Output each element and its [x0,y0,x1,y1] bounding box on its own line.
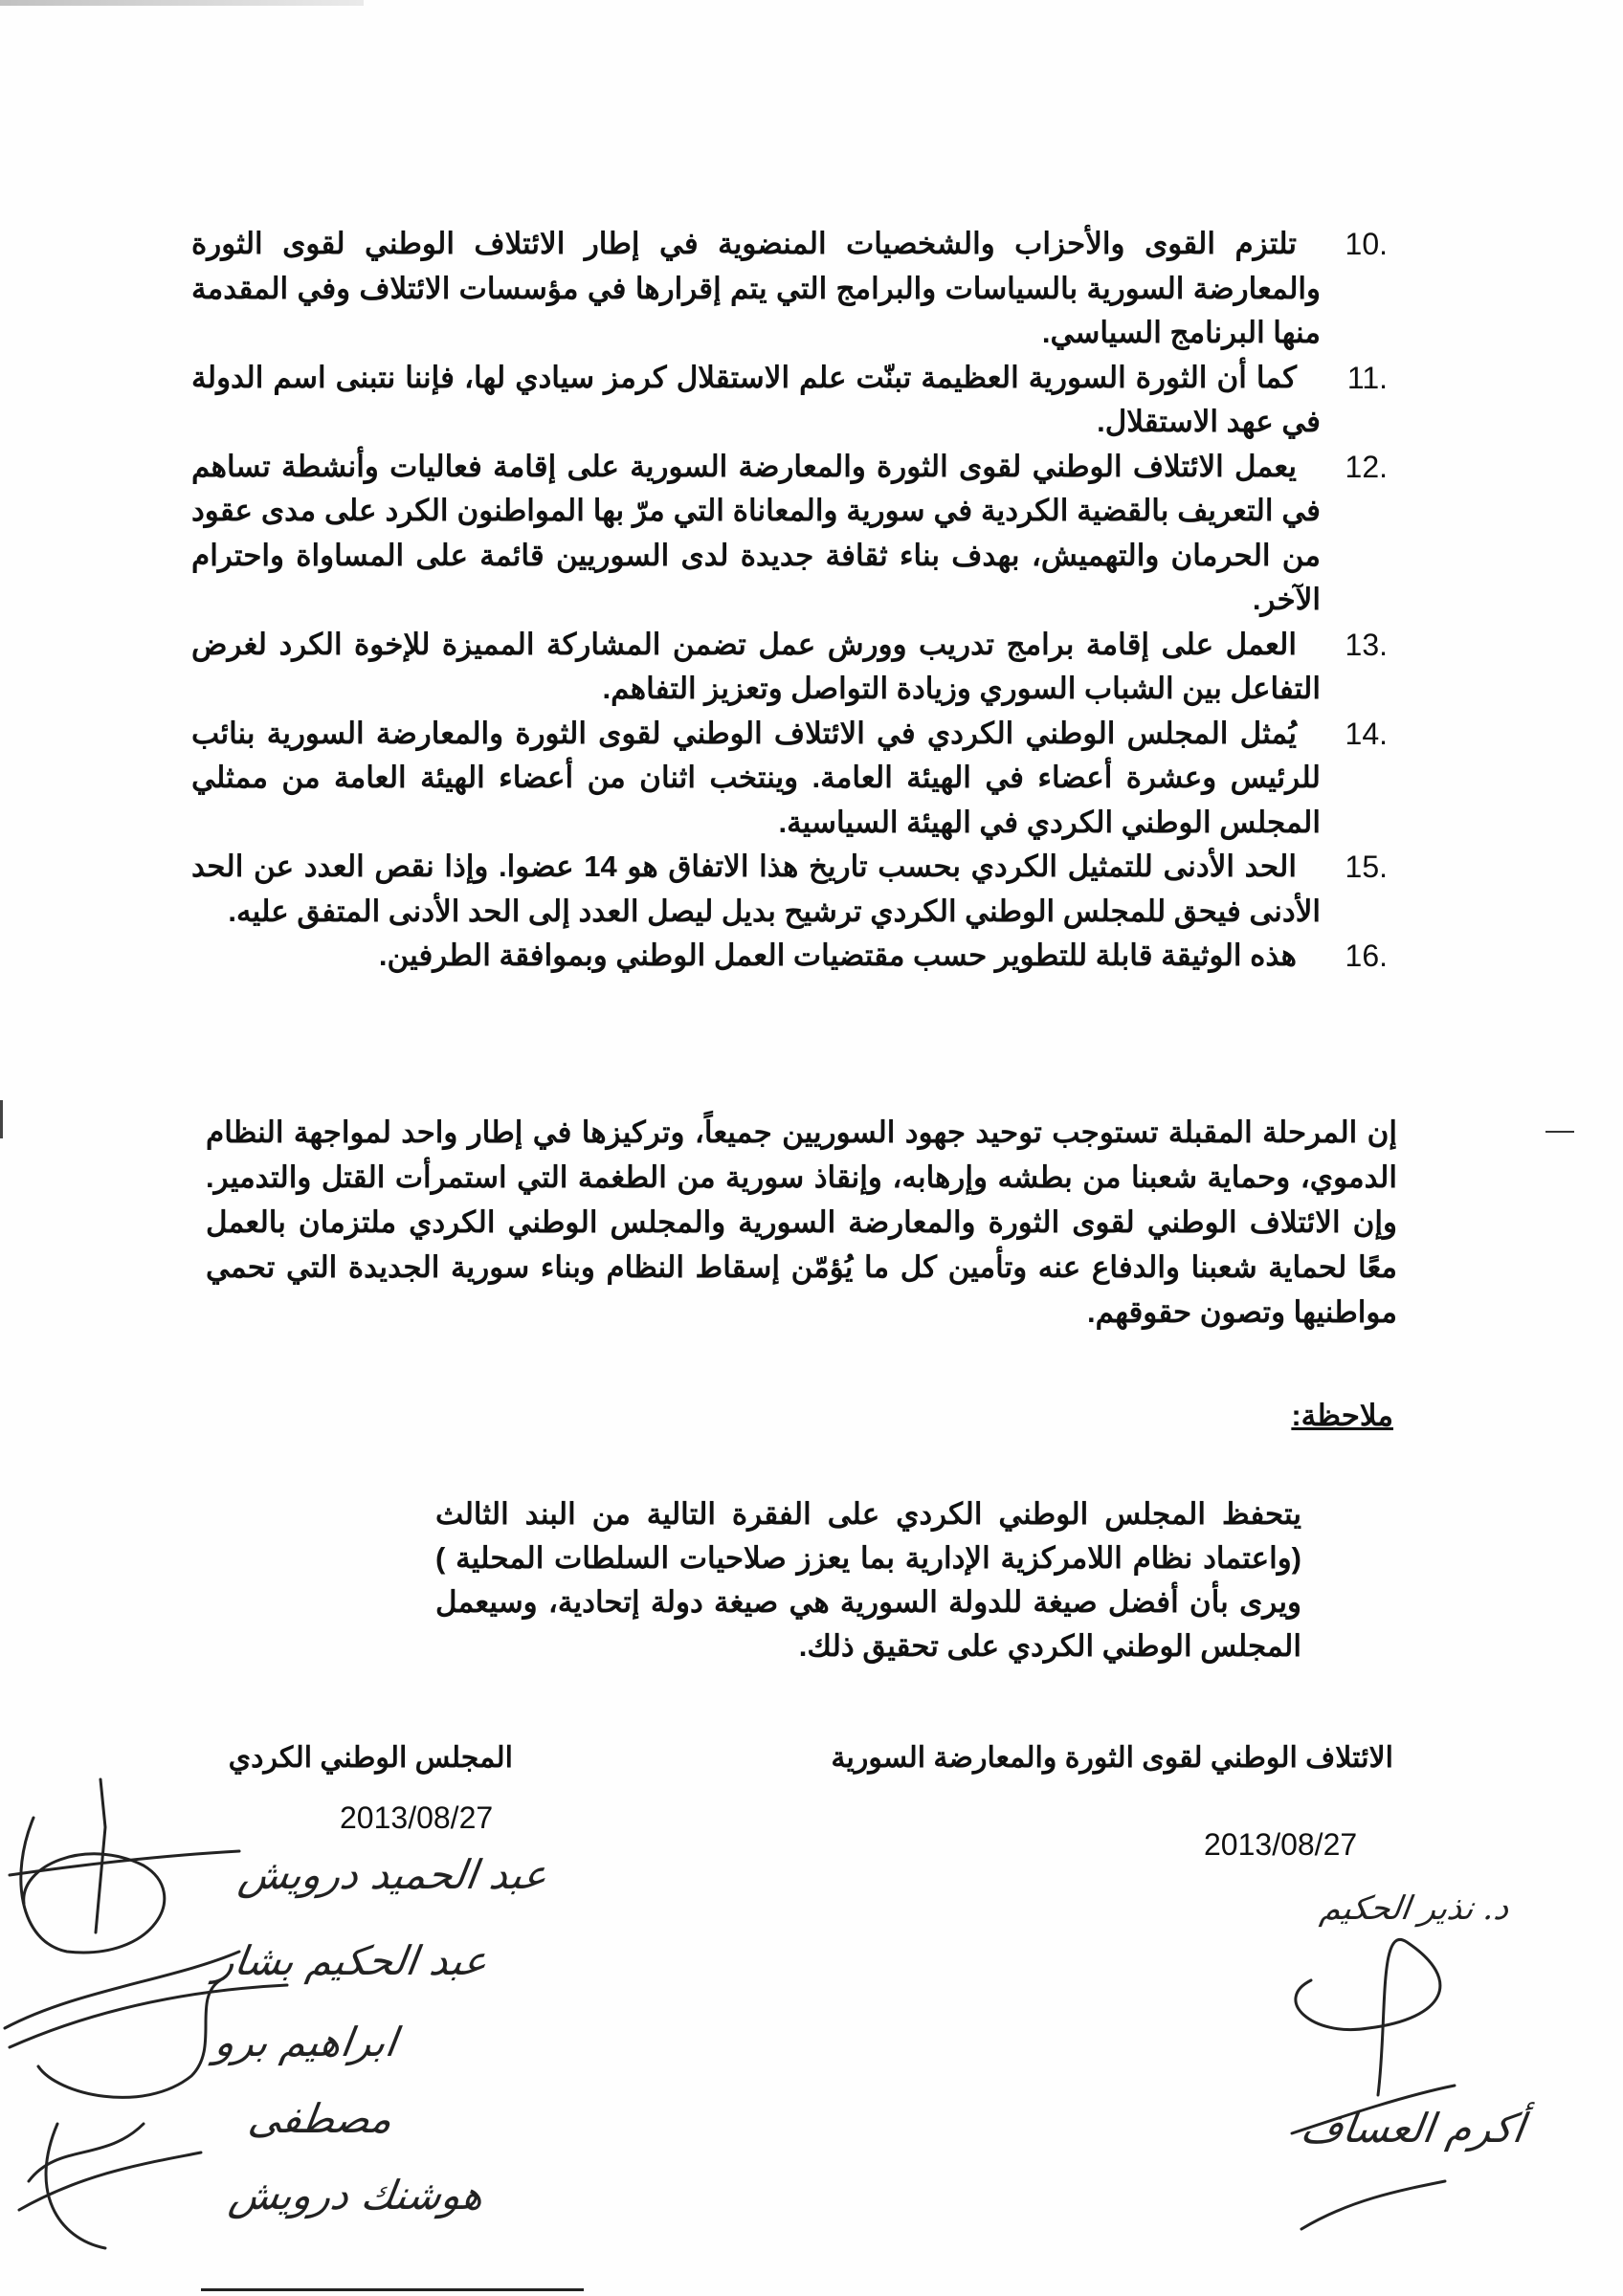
scan-mark [1545,1131,1574,1133]
handwritten-name: د. نذير الحكيم [1318,1889,1512,1928]
item-text: هذه الوثيقة قابلة للتطوير حسب مقتضيات العمل الوطني وبموافقة الطرفين. [378,938,1297,972]
scan-mark [0,0,364,6]
numbered-items [191,222,1388,979]
list-item [191,845,1388,934]
closing-paragraph: إن المرحلة المقبلة تستوجب توحيد جهود السوريين جميعاً، وتركيزها في إطار واحد لمواجهة النظام الدموي، وحماية شعبنا من بطشه وإرهابه، وإنقاذ سورية من الطغمة التي استمرأت القتل والتدمير. وإن الائتلاف الوطني لقوى الثورة والمعارضة السورية والمجلس الوطني الكردي ملتزمان بالعمل معًا لحماية شعبنا والدفاع عنه وتأمين كل ما يُؤمّن إسقاط النظام وبناء سورية الجديدة التي تحمي مواطنيها وتصون حقوقهم. [206,1115,1398,1329]
left-party-name: المجلس الوطني الكردي [228,1742,513,1774]
item-text: كما أن الثورة السورية العظيمة تبنّت علم الاستقلال كرمز سيادي لها، فإننا نتبنى اسم الدولة في عهد الاستقلال. [191,360,1321,438]
item-number: 12. [1345,449,1388,484]
left-date: 2013/08/27 [340,1800,494,1835]
note-heading: ملاحظة: [1291,1399,1393,1432]
item-number: 14. [1345,716,1388,751]
list-item [191,445,1388,623]
item-number: 15. [1345,850,1388,884]
item-text: تلتزم القوى والأحزاب والشخصيات المنضوية في إطار الائتلاف الوطني لقوى الثورة والمعارضة السورية بالسياسات والبرامج التي يتم إقرارها في مؤسسات الائتلاف وفي المقدمة منها البرنامج السياسي. [191,227,1321,349]
handwritten-name: أكرم العساف [1298,2105,1528,2152]
item-text: الحد الأدنى للتمثيل الكردي بحسب تاريخ هذا الاتفاق هو 14 عضوا. وإذا نقص العدد عن الحد الأدنى فيحق للمجلس الوطني الكردي ترشيح بديل ليصل العدد إلى الحد الأدنى المتفق عليه. [191,850,1321,928]
note-text: يتحفظ المجلس الوطني الكردي على الفقرة التالية من البند الثالث (واعتماد نظام اللامركزية الإدارية بما يعزز صلاحيات السلطات المحلية ) ويرى بأن أفضل صيغة للدولة السورية هي صيغة دولة إتحادية، وسيعمل المجلس الوطني الكردي على تحقيق ذلك. [435,1497,1301,1663]
right-date: 2013/08/27 [1204,1827,1358,1862]
item-number: 13. [1345,627,1388,662]
item-number: 10. [1345,227,1388,261]
list-item [191,623,1388,712]
list-item [191,712,1388,846]
item-text: يُمثل المجلس الوطني الكردي في الائتلاف الوطني لقوى الثورة والمعارضة السورية بنائب للرئيس وعشرة أعضاء في الهيئة العامة. وينتخب اثنان من أعضاء الهيئة العامة من ممثلي المجلس الوطني الكردي في الهيئة السياسية. [191,716,1321,839]
handwritten-name: عبد الحكيم بشار [211,1937,491,1984]
list-item [191,934,1388,979]
item-number: 16. [1345,938,1388,973]
handwritten-name: عبد الحميد درويش [235,1851,551,1898]
handwritten-name: مصطفى [245,2095,396,2142]
handwritten-name: ابراهيم برو [211,2019,400,2065]
item-text: العمل على إقامة برامج تدريب وورش عمل تضمن المشاركة المميزة للإخوة الكرد لغرض التفاعل بين الشباب السوري وزيادة التواصل وتعزيز التفاهم. [191,627,1321,705]
item-number: 11. [1346,360,1388,395]
item-text: يعمل الائتلاف الوطني لقوى الثورة والمعارضة السورية على إقامة فعاليات وأنشطة تساهم في التعريف بالقضية الكردية في سورية والمعاناة التي مرّ بها المواطنون الكرد على مدى عقود من الحرمان والتهميش، بهدف بناء ثقافة جديدة لدى السوريين قائمة على المساواة واحترام الآخر. [191,449,1321,616]
list-item [191,222,1388,356]
right-party-name: الائتلاف الوطني لقوى الثورة والمعارضة السورية [831,1742,1393,1774]
scan-mark [0,1100,3,1138]
list-item [191,356,1388,445]
handwritten-name: هوشنك درويش [226,2172,487,2219]
scan-mark [201,2288,584,2291]
signature-scribbles [1273,1904,1483,2248]
